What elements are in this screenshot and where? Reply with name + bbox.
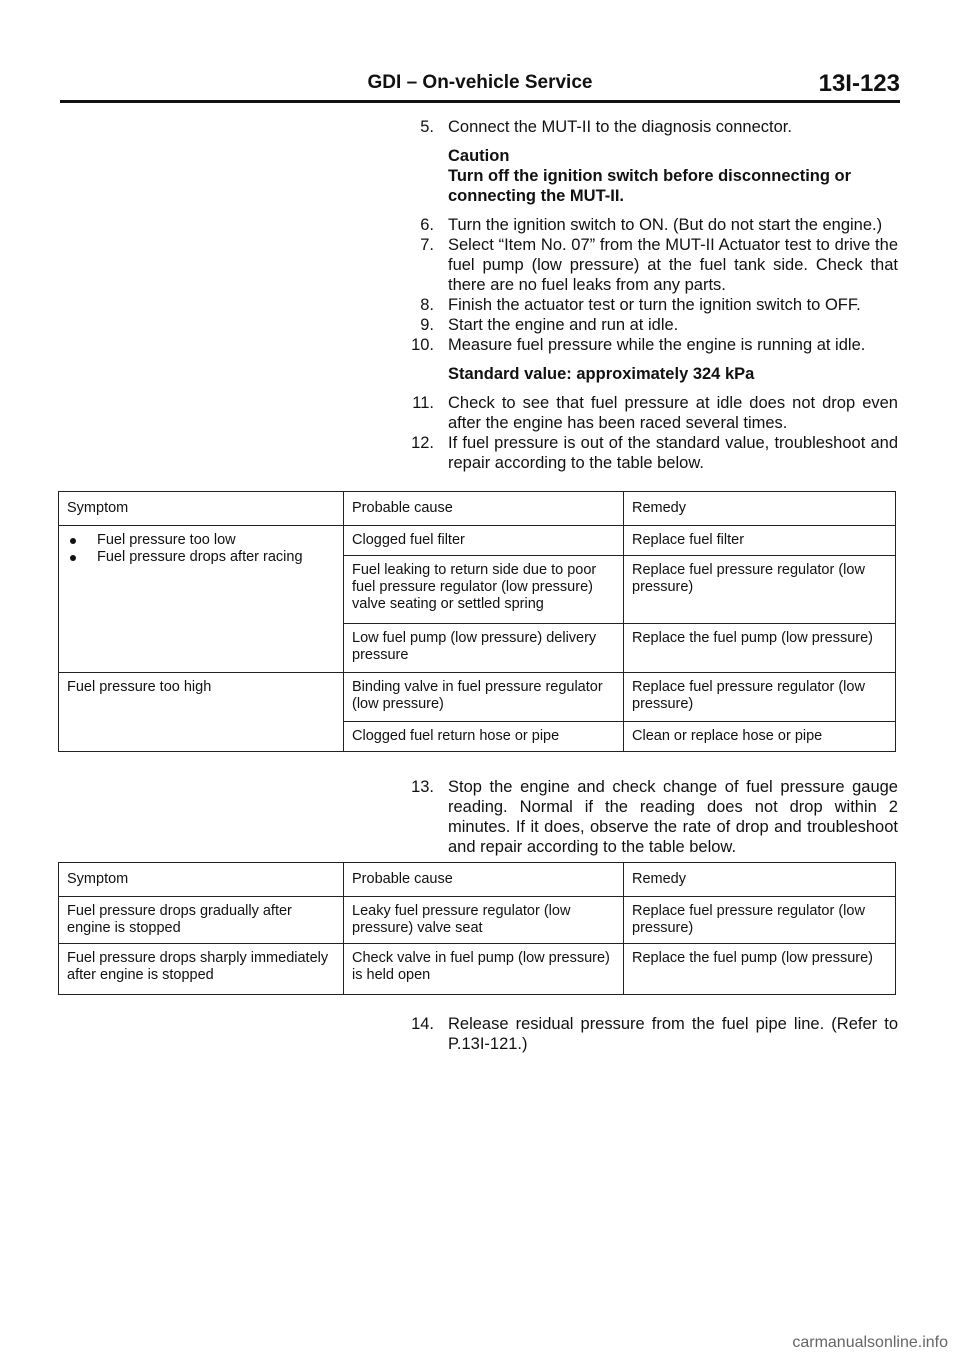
- list-item: [67, 532, 329, 549]
- step-5: [404, 117, 898, 137]
- step-number: 6.: [420, 216, 434, 234]
- cause-cell: Clogged fuel return hose or pipe: [344, 722, 624, 752]
- step-text: Release residual pressure from the fuel pipe line. (Refer to P.13I-121.): [448, 1015, 898, 1053]
- header-rule: [60, 100, 900, 103]
- table-header-row: [59, 492, 896, 526]
- remedy-cell: Replace fuel pressure regulator (low pressure): [624, 897, 896, 944]
- step-text: Turn the ignition switch to ON. (But do not start the engine.): [448, 216, 883, 234]
- step-text: Measure fuel pressure while the engine is running at idle.: [448, 336, 866, 354]
- standard-value: Standard value: approximately 324 kPa: [448, 365, 755, 383]
- symptom-cell: [59, 526, 344, 673]
- step-text: Stop the engine and check change of fuel pressure gauge reading. Normal if the reading does not drop within 2 minutes. If it does, observe the rate of drop and troubleshoot and repair according to the table below.: [448, 778, 898, 856]
- cause-cell: Binding valve in fuel pressure regulator (low pressure): [344, 673, 624, 722]
- step-12: [404, 433, 898, 473]
- step-number: 10.: [411, 336, 434, 354]
- step-text: Start the engine and run at idle.: [448, 316, 679, 334]
- step-number: 13.: [411, 778, 434, 796]
- remedy-cell: Clean or replace hose or pipe: [624, 722, 896, 752]
- cause-cell: Low fuel pump (low pressure) delivery pressure: [344, 624, 624, 673]
- step-number: 9.: [420, 316, 434, 334]
- header-probable-cause: Probable cause: [344, 492, 624, 526]
- cause-cell: Leaky fuel pressure regulator (low pressure) valve seat: [344, 897, 624, 944]
- header-probable-cause: Probable cause: [344, 863, 624, 897]
- cause-cell: Check valve in fuel pump (low pressure) is held open: [344, 944, 624, 995]
- cause-cell: Clogged fuel filter: [344, 526, 624, 556]
- section-title: GDI – On-vehicle Service: [367, 72, 593, 93]
- symptom-cell: Fuel pressure drops gradually after engine is stopped: [59, 897, 344, 944]
- table-header-row: [59, 863, 896, 897]
- header-symptom: Symptom: [59, 492, 344, 526]
- step-13: [404, 777, 898, 857]
- page-header: [60, 70, 900, 98]
- step-7: [404, 235, 898, 295]
- symptom-cell: Fuel pressure too high: [59, 673, 344, 752]
- table-row: [59, 897, 896, 944]
- list-item: [67, 549, 329, 566]
- table-row: [59, 673, 896, 722]
- procedure-steps-upper: [404, 117, 898, 473]
- step-number: 7.: [420, 236, 434, 254]
- bullet-icon: [70, 555, 76, 561]
- troubleshooting-table-2: [58, 862, 896, 995]
- remedy-cell: Replace the fuel pump (low pressure): [624, 944, 896, 995]
- watermark-link[interactable]: carmanualsonline.info: [792, 1334, 948, 1351]
- table-row: [59, 944, 896, 995]
- step-number: 5.: [420, 118, 434, 136]
- bullet-icon: [70, 538, 76, 544]
- step-10: [404, 335, 898, 355]
- remedy-cell: Replace fuel pressure regulator (low pressure): [624, 673, 896, 722]
- remedy-cell: Replace the fuel pump (low pressure): [624, 624, 896, 673]
- symptom-text: Fuel pressure too low: [97, 532, 236, 548]
- step-text: Check to see that fuel pressure at idle does not drop even after the engine has been raced several times.: [448, 394, 898, 432]
- symptom-cell: Fuel pressure drops sharply immediately after engine is stopped: [59, 944, 344, 995]
- step-text: Finish the actuator test or turn the ignition switch to OFF.: [448, 296, 861, 314]
- caution-text: Turn off the ignition switch before disconnecting or connecting the MUT-II.: [448, 167, 852, 205]
- step-number: 14.: [411, 1015, 434, 1033]
- caution-label: Caution: [448, 147, 510, 165]
- step-9: [404, 315, 898, 335]
- step-text: If fuel pressure is out of the standard value, troubleshoot and repair according to the table below.: [448, 434, 898, 472]
- remedy-cell: Replace fuel filter: [624, 526, 896, 556]
- step-text: Select “Item No. 07” from the MUT-II Actuator test to drive the fuel pump (low pressure) at the fuel tank side. Check that there are no fuel leaks from any parts.: [448, 236, 898, 294]
- step-text: Connect the MUT-II to the diagnosis connector.: [448, 118, 792, 136]
- procedure-step-13: [404, 777, 898, 857]
- cause-cell: Fuel leaking to return side due to poor fuel pressure regulator (low pressure) valve seating or settled spring: [344, 556, 624, 624]
- step-number: 8.: [420, 296, 434, 314]
- header-remedy: Remedy: [624, 492, 896, 526]
- header-remedy: Remedy: [624, 863, 896, 897]
- step-14: [404, 1014, 898, 1054]
- step-number: 11.: [412, 394, 434, 412]
- table-row: [59, 526, 896, 556]
- header-symptom: Symptom: [59, 863, 344, 897]
- procedure-step-14: [404, 1014, 898, 1054]
- symptom-text: Fuel pressure drops after racing: [97, 549, 303, 565]
- step-number: 12.: [411, 434, 434, 452]
- page-number: 13I-123: [818, 70, 900, 97]
- step-6: [404, 215, 898, 235]
- troubleshooting-table-1: [58, 491, 896, 752]
- step-8: [404, 295, 898, 315]
- step-11: [404, 393, 898, 433]
- remedy-cell: Replace fuel pressure regulator (low pressure): [624, 556, 896, 624]
- symptom-list: [67, 532, 329, 566]
